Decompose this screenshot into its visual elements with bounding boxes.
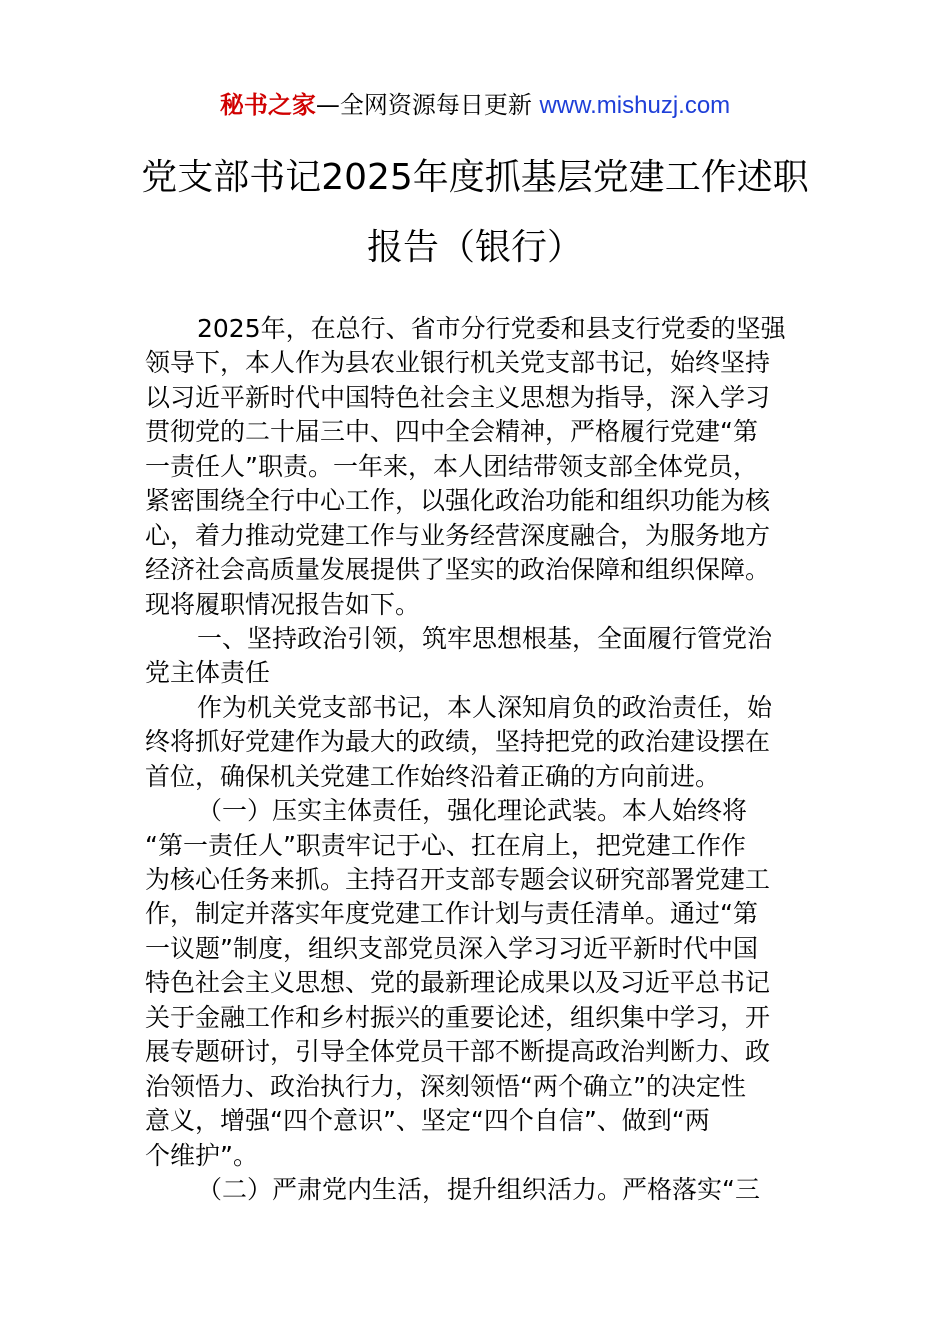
- body-line: 贯彻党的二十届三中、四中全会精神，严格履行党建“第: [145, 417, 758, 447]
- body-line: 作，制定并落实年度党建工作计划与责任清单。通过“第: [145, 899, 758, 929]
- subsection-line: （二）严肃党内生活，提升组织活力。严格落实“三: [197, 1174, 760, 1204]
- body-line: “第一责任人”职责牢记于心、扛在肩上，把党建工作作: [145, 830, 746, 860]
- body-line: 首位，确保机关党建工作始终沿着正确的方向前进。: [145, 761, 721, 791]
- body-line: 意义，增强“四个意识”、坚定“四个自信”、做到“两: [145, 1106, 710, 1136]
- body-line: 现将履职情况报告如下。: [145, 589, 421, 619]
- body-line: 特色社会主义思想、党的最新理论成果以及习近平总书记: [145, 968, 771, 998]
- title-line-1: 党支部书记2025年度抓基层党建工作述职: [141, 157, 809, 198]
- body-line: 一责任人”职责。一年来，本人团结带领支部全体党员，: [145, 451, 758, 481]
- body-line: 一议题”制度，组织支部党员深入学习习近平新时代中国: [145, 933, 758, 963]
- body-line: 2025年，在总行、省市分行党委和县支行党委的坚强: [197, 314, 786, 343]
- body-line: 紧密围绕全行中心工作，以强化政治功能和组织功能为核: [145, 486, 771, 516]
- body-line: 展专题研讨，引导全体党员干部不断提高政治判断力、政: [145, 1037, 771, 1067]
- subsection-line: （一）压实主体责任，强化理论武装。本人始终将: [197, 796, 748, 826]
- body-line: 治领悟力、政治执行力，深刻领悟“两个确立”的决定性: [145, 1071, 746, 1101]
- brand-name: 秘书之家: [219, 91, 316, 119]
- body-line: 领导下，本人作为县农业银行机关党支部书记，始终坚持: [145, 348, 771, 378]
- site-header: [0, 88, 950, 123]
- body-line: 心，着力推动党建工作与业务经营深度融合，为服务地方: [145, 520, 771, 550]
- section-heading-line: 一、坚持政治引领，筑牢思想根基，全面履行管党治: [197, 623, 773, 653]
- document-body: [145, 312, 807, 1207]
- body-line: 关于金融工作和乡村振兴的重要论述，组织集中学习，开: [145, 1002, 771, 1032]
- body-line: 为核心任务来抓。主持召开支部专题会议研究部署党建工: [145, 865, 771, 894]
- section-heading-line: 党主体责任: [145, 658, 271, 688]
- body-line: 终将抓好党建作为最大的政绩，坚持把党的政治建设摆在: [145, 727, 771, 757]
- body-line: 作为机关党支部书记，本人深知肩负的政治责任，始: [197, 692, 773, 722]
- site-url[interactable]: www.mishuzj.com: [539, 92, 731, 119]
- header-tagline: —全网资源每日更新: [315, 91, 540, 119]
- title-line-2: 报告（银行）: [366, 227, 583, 268]
- body-line: 经济社会高质量发展提供了坚实的政治保障和组织保障。: [145, 555, 771, 585]
- body-line: 个维护”。: [145, 1140, 258, 1170]
- document-title: [60, 143, 890, 283]
- body-line: 以习近平新时代中国特色社会主义思想为指导，深入学习: [145, 382, 771, 412]
